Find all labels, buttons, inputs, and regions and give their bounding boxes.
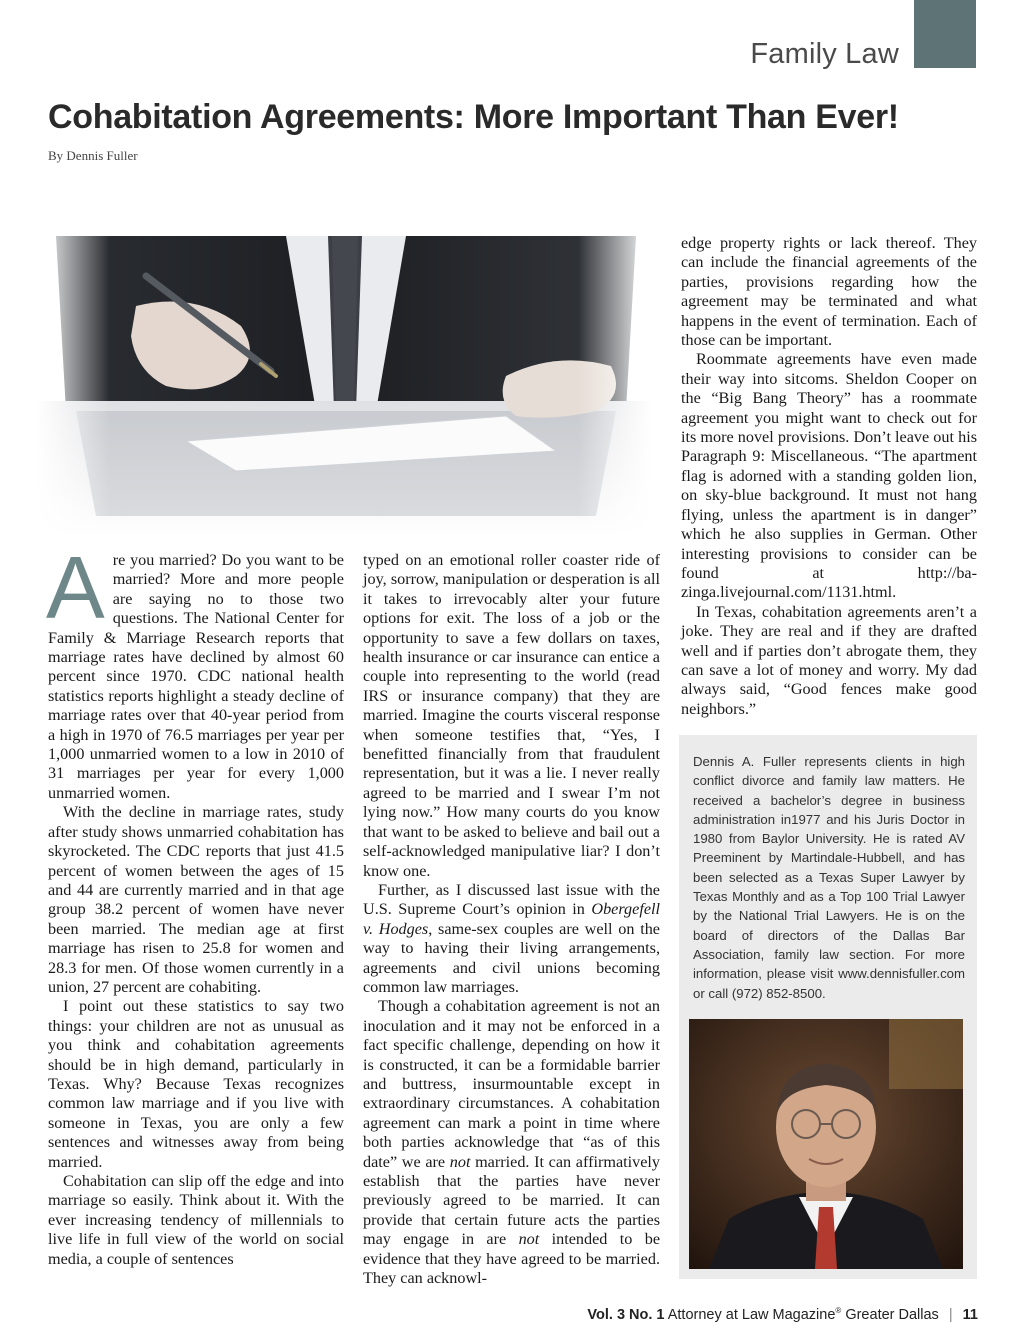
paragraph-1: Are you married? Do you want to be married? More and more people are saying no to those two questions. The National Center for Family & Marriage Research reports that marriage rates have declined by almost 60 percent since 1970. CDC national health statistics reports highlight a steady decline of marriage rates over that 40-year period from a high in 1970 of 76.5 marriages per year per 1,000 unmarried women to a low in 2010 of 31 marriages per year for every 1,000 unmarried women. xyxy=(46,538,344,802)
magazine-name: Attorney at Law Magazine® xyxy=(667,1306,842,1323)
paragraph-9: Roommate agreements have even made their way into sitcoms. Sheldon Cooper on the “Big Bang Theory” has a roommate agreement you might want to check out for its more novel provisions. Don’t leave out his Paragraph 9: Miscellaneous. “The apartment flag is adorned with a standing golden lion, on sky-blue background. It must not hang flying, unless the apartment is in danger” which he also supplies in German. Other interesting provisions to consider can be found at http://ba-zinga.livejournal.com/1131.html. xyxy=(681,350,977,602)
article-title: Cohabitation Agreements: More Important Than Ever! xyxy=(48,98,899,136)
byline: By Dennis Fuller xyxy=(48,148,138,163)
author-bio-text: Dennis A. Fuller represents clients in high conflict divorce and family law matters. He received a bachelor’s degree in business administration in1977 and his Juris Doctor in 1980 from Baylor University. He is rated AV Preeminent by Martindale-Hubbell, and has been selected as a Texas Super Lawyer by Texas Monthly and as a Top 100 Trial Lawyer by the National Trial Lawyers. He is on the board of directors of the Dallas Bar Association, family law section. For more information, please visit www.dennisfuller.com or call (972) 852-8500. xyxy=(693,754,965,1001)
article-column-2 xyxy=(363,551,660,1288)
signing-document-photo xyxy=(36,236,652,536)
paragraph-7: Though a cohabitation agreement is not an inoculation and it may not be enforced in a fact specific challenge, depending on how it is constructed, it can be a formidable barrier and buttress, insurmountable except in extraordinary circumstances. A cohabitation agreement can mark a point in time where both parties acknowledge that “as of this date” we are not married. It can affirmatively establish that the parties have never previously agreed to be married. It can provide that certain future acts the parties may engage in are not intended to be evidence that they have agreed to be married. They can acknowl- xyxy=(363,997,661,1288)
paragraph-10: In Texas, cohabitation agreements aren’t a joke. They are real and if they are drafted well and if parties don’t abrogate them, they can save a lot of money and worry. My dad always said, “Good fences make good neighbors.” xyxy=(681,602,977,718)
article-column-1 xyxy=(46,538,344,1269)
footer-separator: | xyxy=(948,1306,953,1323)
paragraph-2: With the decline in marriage rates, study after study shows unmarried cohabitation has skyrocketed. The CDC reports that just 41.5 percent of women between the ages of 15 and 44 are currently married and in that age group 38.2 percent of women have never been married. The median age at first marriage has risen to 25.8 for women and 28.3 for men. Of those women currently in a union, 27 percent are cohabiting. xyxy=(48,803,344,996)
drop-cap: A xyxy=(46,538,105,637)
page-footer xyxy=(587,1306,978,1323)
paragraph-6: Further, as I discussed last issue with the U.S. Supreme Court’s opinion in Obergefell v. Hodges, same-sex couples are well on the way to having their living arrangements, agreements and civil unions becoming common law marriages. xyxy=(363,880,660,996)
paragraph-4: Cohabitation can slip off the edge and into marriage so easily. Think about it. With the ever increasing tendency of millennials to live life in full view of the world on social media, a couple of sentences xyxy=(48,1172,344,1268)
article-column-3 xyxy=(681,234,977,719)
author-portrait xyxy=(689,1019,963,1269)
paragraph-8: edge property rights or lack thereof. They can include the financial agreements of the parties, provisions regarding how the agreement may be terminated and what happens in the event of termination. Each of those can be important. xyxy=(681,234,977,350)
paragraph-5: typed on an emotional roller coaster ride of joy, sorrow, manipulation or desperation is all it takes to irrevocably alter your future options for exit. The loss of a job or the opportunity to save a few dollars on taxes, health insurance or car insurance can entice a couple into representing to the world (read IRS or insurance company) that they are married. Imagine the courts visceral response when someone testifies that, “Yes, I benefitted financially from that fraudulent representation, but it was a lie. I never really agreed to be married and I swear I’m not lying now.” How many courts do you know that want to be asked to believe and bail out a self-acknowledged manipulative liar? I don’t know one. xyxy=(363,551,660,880)
page-number: 11 xyxy=(962,1306,978,1323)
paragraph-3: I point out these statistics to say two things: your children are not as unusual as you think and cohabitation agreements should be in high demand, particularly in Texas. Why? Because Texas recognizes common law marriage and if you live with someone in Texas, you are only a few sentences and witnesses away from being married. xyxy=(48,997,344,1171)
section-color-tab xyxy=(914,0,976,68)
section-label: Family Law xyxy=(750,38,899,70)
edition-name: Greater Dallas xyxy=(845,1306,939,1323)
issue-volume: Vol. 3 No. 1 xyxy=(587,1306,665,1323)
